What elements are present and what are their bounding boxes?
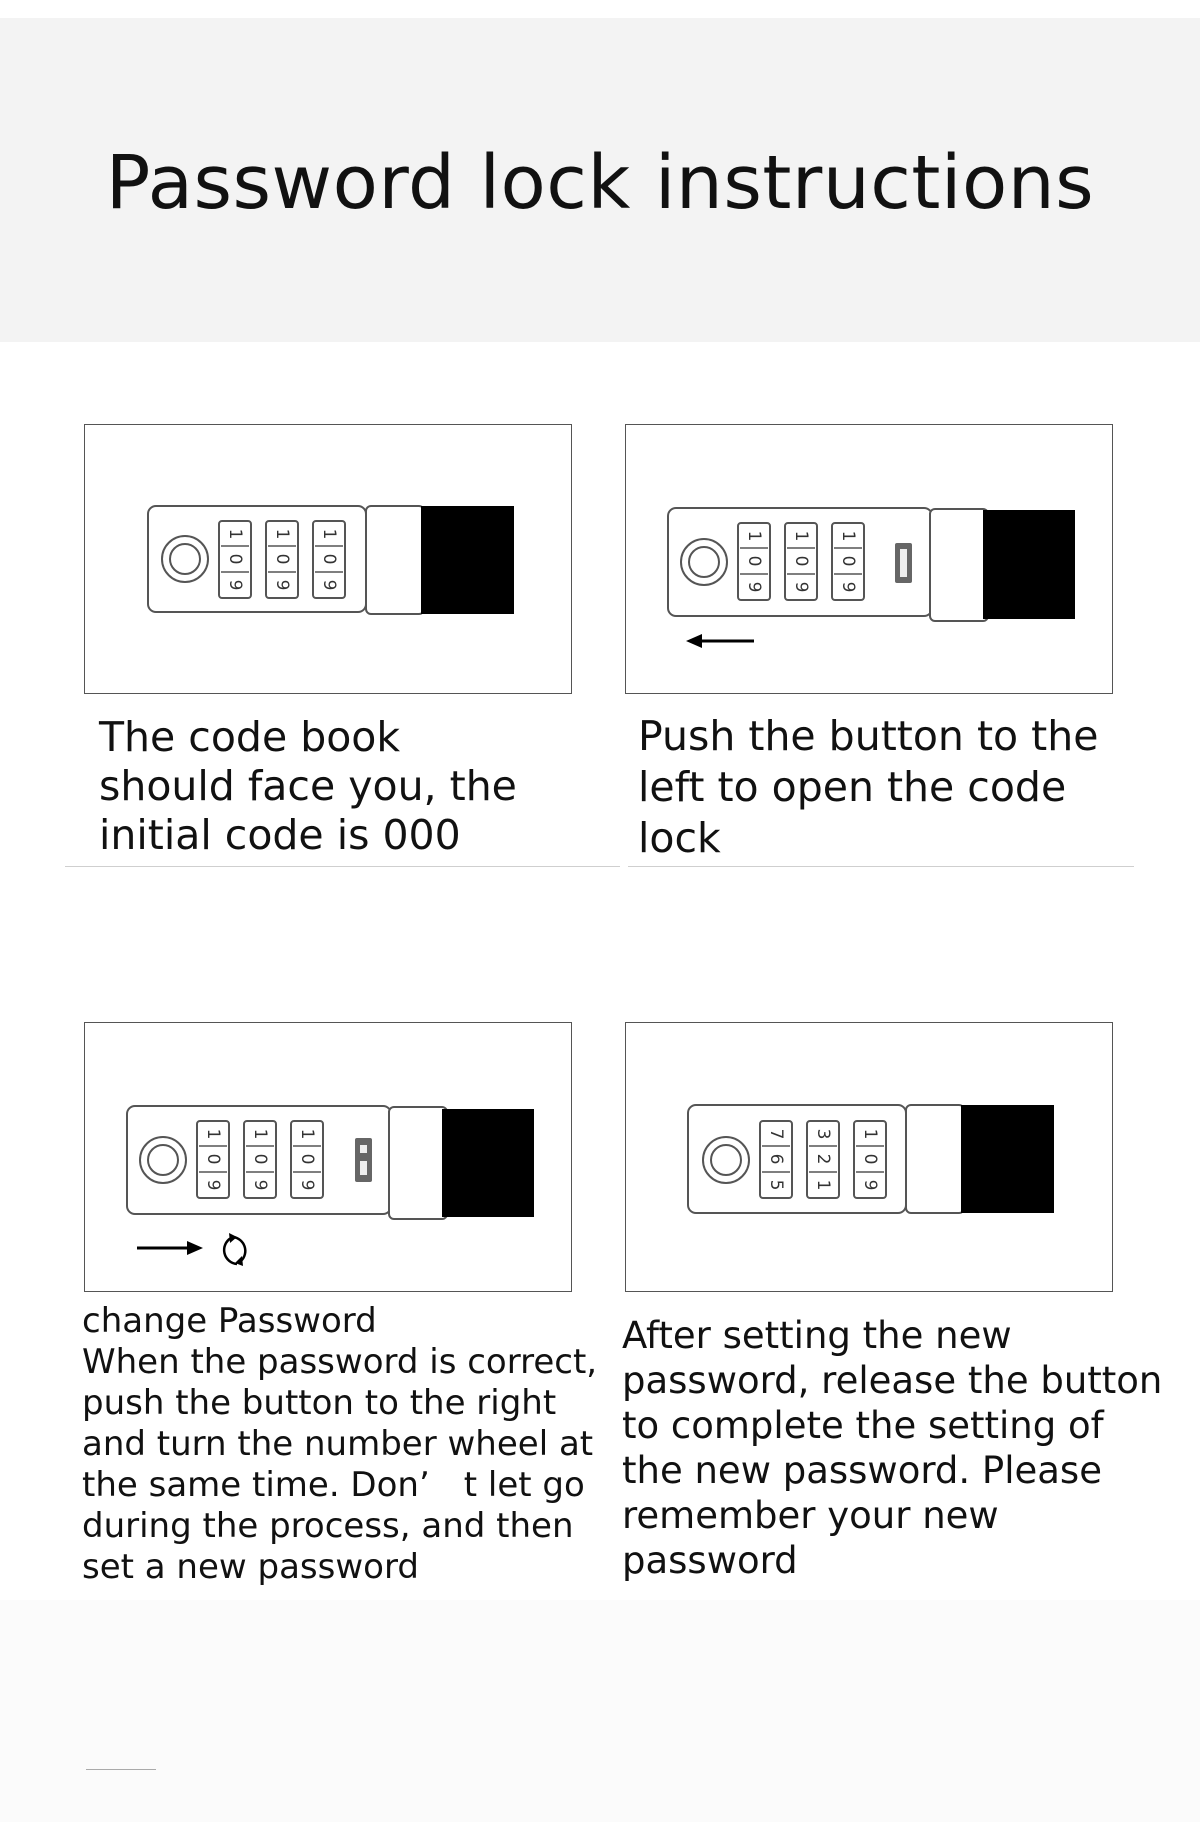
number-wheel [266,521,298,598]
wheel-digit: 9 [319,579,339,591]
wheel-digit: 9 [297,1179,317,1191]
caption-line: initial code is 000 [99,811,461,859]
keyhole-icon [162,536,208,582]
step-4-caption [622,1313,1163,1583]
lock-latch [906,1105,964,1213]
caption-line: password, release the button [622,1359,1163,1402]
wheel-digit: 9 [744,581,764,593]
wheel-digit: 0 [250,1153,270,1165]
caption-heading: change Password [82,1301,377,1341]
lock-diagram-3 [85,1023,573,1293]
number-wheel [760,1121,792,1198]
wheel-digit: 2 [813,1153,833,1165]
strap [961,1105,1054,1213]
caption-line: the new password. Please [622,1449,1102,1492]
caption-line: to complete the setting of [622,1404,1104,1447]
arrow-right-icon [137,1241,203,1255]
rotate-icon [224,1233,245,1266]
caption-line: remember your new [622,1494,999,1537]
caption-line: password [622,1539,798,1582]
number-wheel [219,521,251,598]
caption-line: push the button to the right [82,1383,557,1423]
step-1-illustration [84,424,572,694]
lock-diagram-1 [85,425,573,695]
arrow-left-icon [686,634,754,648]
wheel-digit: 0 [272,553,292,565]
number-wheel [832,523,864,600]
caption-line: set a new password [82,1547,419,1587]
caption-line: Push the button to the [638,712,1099,760]
wheel-digit: 6 [766,1153,786,1165]
caption-line: The code book [99,713,401,761]
caption-line: the same time. Don’ t let go [82,1465,585,1505]
keyhole-icon [703,1137,749,1183]
number-wheel [291,1121,323,1198]
wheel-digit: 1 [225,528,245,540]
caption-line: during the process, and then [82,1506,574,1546]
wheel-digit: 9 [838,581,858,593]
caption-line: should face you, the [99,762,517,810]
wheel-digit: 1 [272,528,292,540]
strap [421,506,514,614]
wheel-digit: 1 [744,530,764,542]
wheel-digit: 1 [250,1128,270,1140]
step-3-illustration [84,1022,572,1292]
lock-diagram-2 [626,425,1114,695]
wheel-digit: 0 [225,553,245,565]
number-wheel [197,1121,229,1198]
step-2-illustration [625,424,1113,694]
number-wheel [313,521,345,598]
lock-diagram-4 [626,1023,1114,1293]
step-4-illustration [625,1022,1113,1292]
number-wheel [244,1121,276,1198]
footer-shade [0,1600,1200,1822]
wheel-digit: 1 [791,530,811,542]
wheel-digit: 9 [203,1179,223,1191]
wheel-digit: 9 [791,581,811,593]
wheel-digit: 1 [813,1179,833,1191]
wheel-digit: 0 [319,553,339,565]
step-1-caption [99,713,579,860]
page-title: Password lock instructions [105,140,1095,226]
lock-latch [930,509,988,621]
wheel-digit: 1 [838,530,858,542]
wheel-digit: 9 [225,579,245,591]
lock-latch [366,506,424,614]
wheel-digit: 0 [203,1153,223,1165]
caption-line: left to open the code [638,763,1067,811]
wheel-digit: 9 [272,579,292,591]
wheel-digit: 7 [766,1128,786,1140]
wheel-digit: 0 [297,1153,317,1165]
caption-line: lock [638,814,721,862]
wheel-digit: 0 [791,555,811,567]
number-wheel [854,1121,886,1198]
wheel-digit: 0 [744,555,764,567]
number-wheel [785,523,817,600]
wheel-digit: 0 [860,1153,880,1165]
caption-line: When the password is correct, [82,1342,598,1382]
slide-button [895,543,912,583]
footer-rule [86,1769,156,1770]
number-wheel [807,1121,839,1198]
keyhole-icon [140,1137,186,1183]
caption-line: and turn the number wheel at [82,1424,594,1464]
keyhole-icon [681,539,727,585]
step-3-caption [82,1301,602,1588]
wheel-digit: 1 [297,1128,317,1140]
slide-button [355,1138,372,1182]
caption-divider [65,866,620,867]
wheel-digit: 1 [319,528,339,540]
caption-line: After setting the new [622,1314,1012,1357]
wheel-digit: 1 [860,1128,880,1140]
wheel-digit: 9 [250,1179,270,1191]
wheel-digit: 0 [838,555,858,567]
wheel-digit: 1 [203,1128,223,1140]
lock-latch [389,1107,447,1219]
step-2-caption [638,711,1138,864]
number-wheel [738,523,770,600]
strap [983,510,1075,619]
strap [442,1109,534,1217]
wheel-digit: 9 [860,1179,880,1191]
wheel-digit: 3 [813,1128,833,1140]
caption-divider [628,866,1134,867]
wheel-digit: 5 [766,1179,786,1191]
